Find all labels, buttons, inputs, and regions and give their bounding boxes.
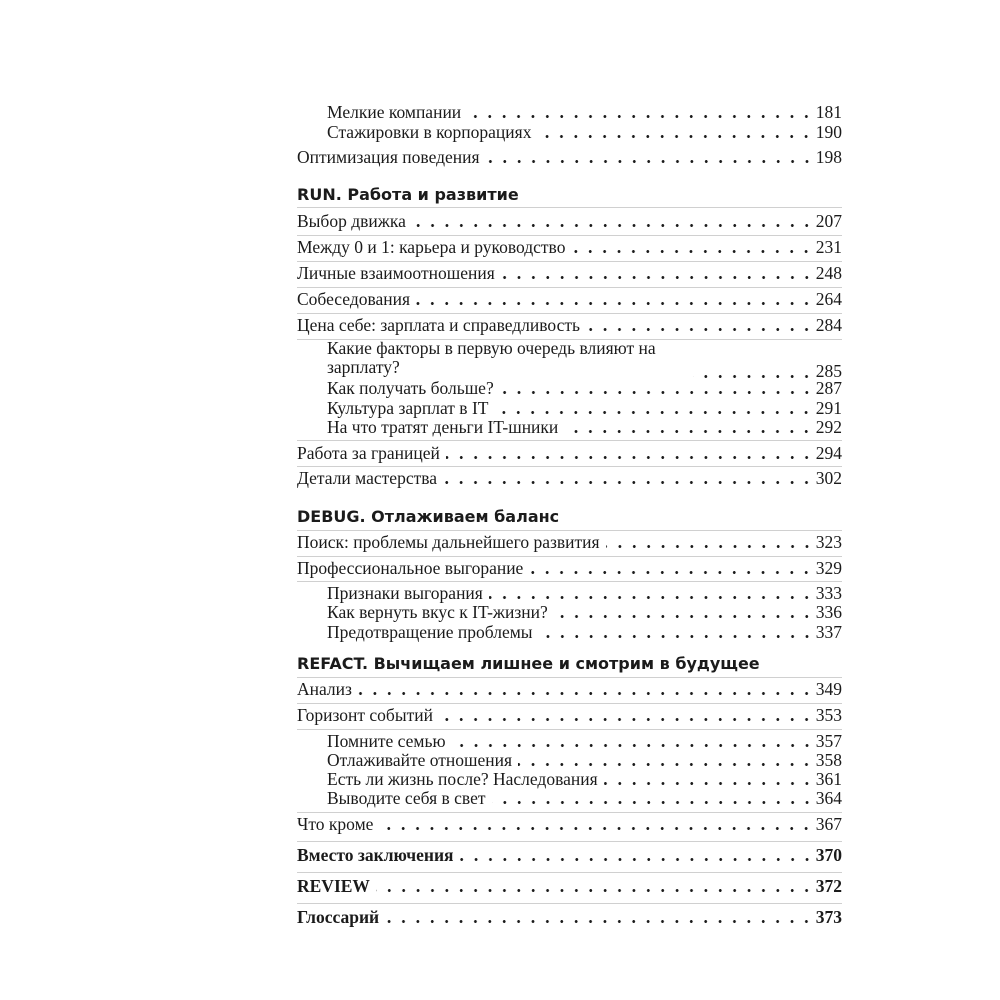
entry-divider [297, 841, 842, 842]
toc-entry-title: Признаки выгорания [327, 583, 483, 603]
toc-entry[interactable] [297, 874, 842, 898]
toc-leader-dots [539, 635, 814, 638]
toc-entry-page: 329 [815, 558, 842, 578]
toc-entry-page: 364 [815, 788, 842, 808]
toc-entry[interactable] [297, 556, 842, 580]
toc-entry-title: Между 0 и 1: карьера и руководство [297, 237, 566, 257]
toc-leader-dots [452, 744, 814, 747]
toc-entry[interactable] [297, 703, 842, 727]
toc-entry-page: 285 [815, 361, 842, 381]
toc-entry-title: Поиск: проблемы дальнейшего развития [297, 532, 600, 552]
toc-leader-dots [586, 328, 814, 331]
toc-entry-title: Мелкие компании [327, 102, 462, 122]
toc-entry-title: Анализ [297, 679, 352, 699]
toc-leader-dots [529, 571, 813, 574]
toc-leader-dots [467, 115, 814, 118]
section-heading-debug: DEBUG. Отлаживаем баланс [297, 507, 560, 526]
toc-entry-page: 349 [815, 679, 842, 699]
toc-entry-page: 190 [815, 122, 842, 142]
toc-entry-page: 336 [815, 602, 842, 622]
toc-leader-dots [571, 250, 813, 253]
toc-entry-title: Оптимизация поведения [297, 147, 480, 167]
toc-entry-page: 287 [815, 378, 842, 398]
toc-entry-title: Выводите себя в свет [327, 788, 486, 808]
toc-entry[interactable] [297, 145, 842, 169]
toc-entry-title: Детали мастерства [297, 468, 438, 488]
toc-entry-title: Горизонт событий [297, 705, 433, 725]
toc-entry[interactable] [297, 530, 842, 554]
toc-entry-page: 181 [815, 102, 842, 122]
toc-entry-title: Собеседования [297, 289, 411, 309]
toc-entry-page: 294 [815, 443, 842, 463]
toc-leader-dots [460, 858, 814, 861]
toc-entry-page: 284 [815, 315, 842, 335]
toc-leader-dots [604, 782, 814, 785]
toc-entry[interactable] [327, 786, 842, 810]
toc-entry-page: 291 [815, 398, 842, 418]
toc-leader-dots [564, 430, 813, 433]
toc-entry-title: Цена себе: зарплата и справедливость [297, 315, 580, 335]
table-of-contents [297, 0, 842, 1000]
toc-entry-page: 372 [815, 876, 842, 896]
toc-entry[interactable] [327, 415, 842, 439]
toc-leader-dots [358, 692, 814, 695]
toc-leader-dots [494, 411, 813, 414]
entry-divider [297, 903, 842, 904]
toc-entry-page: 302 [815, 468, 842, 488]
toc-entry-page: 323 [815, 532, 842, 552]
toc-entry-page: 370 [815, 845, 842, 865]
toc-entry[interactable] [297, 287, 842, 311]
toc-entry[interactable] [327, 120, 842, 144]
toc-entry[interactable] [297, 905, 842, 929]
toc-entry-title: Предотвращение проблемы [327, 622, 533, 642]
toc-leader-dots [486, 160, 814, 163]
toc-leader-dots [376, 889, 814, 892]
toc-entry-title: Как получать больше? [327, 378, 494, 398]
toc-leader-dots [537, 135, 813, 138]
toc-entry-title: Стажировки в корпорациях [327, 122, 532, 142]
toc-leader-dots [439, 718, 814, 721]
toc-leader-dots [416, 302, 814, 305]
toc-entry[interactable] [297, 209, 842, 233]
toc-entry-title: Вместо заключения [297, 845, 454, 865]
toc-leader-dots [500, 391, 814, 394]
toc-entry-page: 264 [815, 289, 842, 309]
toc-entry[interactable] [297, 235, 842, 259]
toc-leader-dots [489, 596, 814, 599]
toc-entry-page: 358 [815, 750, 842, 770]
toc-entry[interactable] [297, 261, 842, 285]
toc-entry-title: Помните семью [327, 731, 446, 751]
section-divider [297, 207, 842, 208]
toc-leader-dots [379, 827, 813, 830]
toc-leader-dots [554, 615, 814, 618]
toc-entry-title: Отлаживайте отношения [327, 750, 513, 770]
toc-entry-title: Профессиональное выгорание [297, 558, 524, 578]
toc-entry-title: Как вернуть вкус к IT-жизни? [327, 602, 548, 622]
toc-entry-title: На что тратят деньги IT-шники [327, 417, 559, 437]
toc-entry-page: 361 [815, 769, 842, 789]
toc-leader-dots [385, 920, 814, 923]
toc-entry-title: Культура зарплат в IT [327, 398, 489, 418]
toc-leader-dots [606, 545, 814, 548]
toc-leader-dots [501, 276, 814, 279]
toc-entry-title: Что кроме [297, 814, 374, 834]
toc-entry-title: REVIEW [297, 876, 370, 896]
toc-leader-dots [492, 801, 814, 804]
toc-entry-page: 337 [815, 622, 842, 642]
entry-divider [297, 872, 842, 873]
toc-leader-dots [443, 481, 814, 484]
toc-entry-page: 248 [815, 263, 842, 283]
toc-entry-page: 198 [815, 147, 842, 167]
section-heading-run: RUN. Работа и развитие [297, 185, 519, 204]
toc-entry-page: 231 [815, 237, 842, 257]
toc-leader-dots [412, 224, 814, 227]
toc-leader-dots [446, 456, 814, 459]
toc-entry-page: 292 [815, 417, 842, 437]
toc-entry-page: 357 [815, 731, 842, 751]
toc-entry-title: Какие факторы в первую очередь влияют на зарплату? [327, 338, 656, 377]
toc-entry-title: Работа за границей [297, 443, 440, 463]
toc-entry[interactable] [297, 812, 842, 836]
toc-entry[interactable] [297, 843, 842, 867]
section-heading-refact: REFACT. Вычищаем лишнее и смотрим в будущее [297, 654, 760, 673]
toc-entry-title: Есть ли жизнь после? Наследования [327, 769, 598, 789]
toc-leader-dots [518, 763, 814, 766]
toc-entry-title: Глоссарий [297, 907, 380, 927]
toc-entry-title: Личные взаимоотношения [297, 263, 495, 283]
toc-entry[interactable] [297, 677, 842, 701]
toc-entry-page: 333 [815, 583, 842, 603]
toc-entry-page: 367 [815, 814, 842, 834]
toc-entry[interactable] [297, 313, 842, 337]
toc-entry-page: 353 [815, 705, 842, 725]
toc-entry-page: 207 [815, 211, 842, 231]
toc-entry-page: 373 [815, 907, 842, 927]
toc-entry-title: Выбор движка [297, 211, 406, 231]
toc-entry[interactable] [297, 441, 842, 465]
toc-entry[interactable] [297, 466, 842, 490]
toc-entry[interactable] [327, 620, 842, 644]
